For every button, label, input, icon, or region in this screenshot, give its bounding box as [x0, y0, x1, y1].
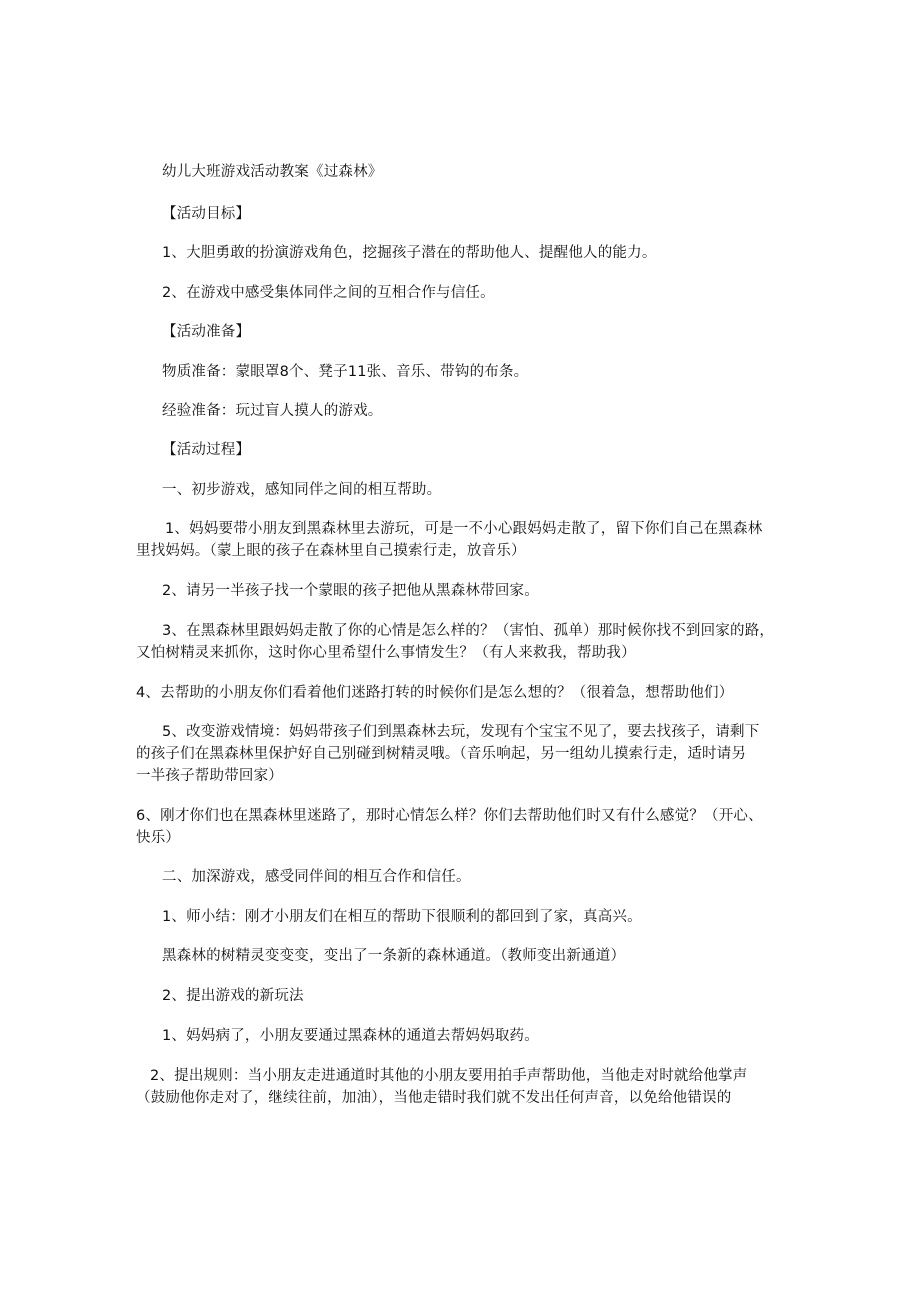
part2-sub2-line2: （鼓励他你走对了，继续往前，加油），当他走错时我们就不发出任何声音，以免给他错误的: [136, 1090, 732, 1106]
part1-step4: 4、去帮助的小朋友你们看着他们迷路打转的时候你们是怎么想的？（很着急，想帮助他们）: [136, 685, 734, 701]
part1-step6-line1: 6、刚才你们也在黑森林里迷路了，那时心情怎么样？你们去帮助他们时又有什么感觉？（开心、: [136, 808, 763, 824]
section-heading-prep: 【活动准备】: [162, 324, 251, 340]
part1-step2: 2、请另一半孩子找一个蒙眼的孩子把他从黑森林带回家。: [162, 583, 539, 599]
goal-item-2: 2、在游戏中感受集体同伴之间的互相合作与信任。: [162, 285, 495, 301]
goal-item-1: 1、大胆勇敢的扮演游戏角色，挖掘孩子潜在的帮助他人、提醒他人的能力。: [162, 245, 657, 261]
section-heading-goal: 【活动目标】: [162, 206, 251, 222]
part1-step5-line1: 5、改变游戏情境：妈妈带孩子们到黑森林去玩，发现有个宝宝不见了，要去找孩子，请剩下: [162, 724, 760, 740]
part2-step1: 1、师小结：刚才小朋友们在相互的帮助下很顺利的都回到了家，真高兴。: [162, 909, 642, 925]
prep-material: 物质准备：蒙眼罩8个、凳子11张、音乐、带钩的布条。: [162, 364, 529, 380]
part1-step1-line1: 1、妈妈要带小朋友到黑森林里去游玩，可是一不小心跟妈妈走散了，留下你们自己在黑森林: [165, 521, 763, 537]
part1-heading: 一、初步游戏，感知同伴之间的相互帮助。: [162, 482, 442, 498]
part1-step1-line2: 里找妈妈。（蒙上眼的孩子在森林里自己摸索行走，放音乐）: [136, 543, 526, 559]
part1-step6-line2: 快乐）: [136, 830, 181, 846]
part2-heading: 二、加深游戏，感受同伴间的相互合作和信任。: [162, 869, 471, 885]
part1-step5-line2: 的孩子们在黑森林里保护好自己别碰到树精灵哦。（音乐响起，另一组幼儿摸索行走，适时请另: [136, 746, 747, 762]
part2-step2: 2、提出游戏的新玩法: [162, 988, 304, 1004]
part2-sub1: 1、妈妈病了，小朋友要通过黑森林的通道去帮妈妈取药。: [162, 1028, 539, 1044]
prep-experience: 经验准备：玩过盲人摸人的游戏。: [162, 403, 383, 419]
part2-note: 黑森林的树精灵变变变，变出了一条新的森林通道。（教师变出新通道）: [162, 948, 626, 964]
part1-step3-line2: 又怕树精灵来抓你，这时你心里希望什么事情发生？（有人来救我，帮助我）: [136, 645, 636, 661]
part2-sub2-line1: 2、提出规则：当小朋友走进通道时其他的小朋友要用拍手声帮助他，当他走对时就给他掌声: [150, 1068, 748, 1084]
part1-step3-line1: 3、在黑森林里跟妈妈走散了你的心情是怎么样的？（害怕、孤单）那时候你找不到回家的路，: [162, 623, 775, 639]
section-heading-process: 【活动过程】: [162, 442, 251, 458]
document-title: 幼儿大班游戏活动教案《过森林》: [162, 164, 383, 180]
part1-step5-line3: 一半孩子帮助带回家）: [136, 768, 283, 784]
